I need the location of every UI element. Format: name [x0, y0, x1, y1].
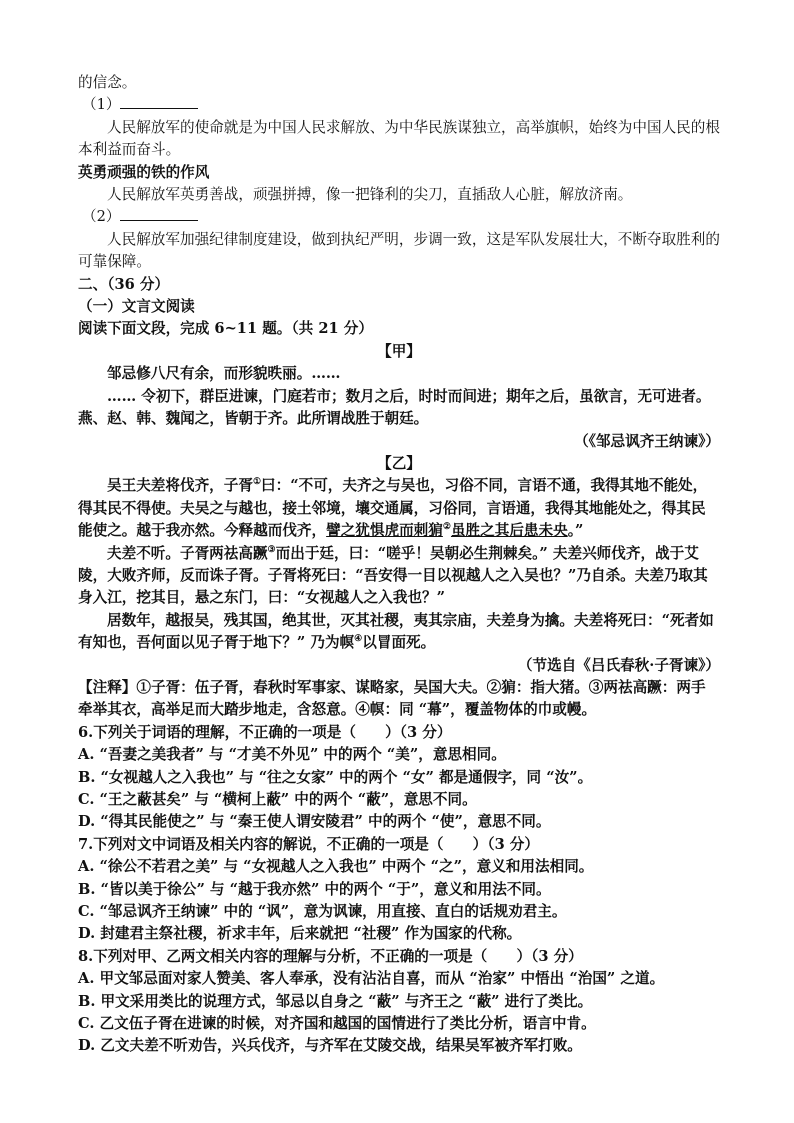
option-a[interactable]: A. “徐公不若君之美” 与 “女视越人之入我也” 中两个 “之”，意义和用法相同。	[78, 858, 594, 876]
passage-yi-paragraph-1	[78, 475, 720, 542]
option-b[interactable]: B. “女视越人之入我也” 与 “往之女家” 中的两个 “女” 都是通假字，同 “汝”。	[78, 768, 593, 786]
blank-item-1	[78, 94, 720, 116]
paragraph: 人民解放军英勇善战，顽强拼搏，像一把锋利的尖刀，直插敌人心脏，解放济南。	[107, 186, 633, 204]
passage-jia-line: 邹忌修八尺有余，而形貌昳丽。……	[107, 365, 341, 383]
text-span: 居数年，越报吴，残其国，绝其世，灭其社稷，夷其宗庙，夫差身为擒。夫差将死曰：“死者如有知也，吾何面以见子胥于地下？” 乃为幎	[78, 611, 714, 652]
item-number: （1）	[82, 96, 121, 114]
text-span: 夫差不听。子胥两祛高蹶	[107, 544, 268, 562]
underlined-sentence: 譬之犹惧虎而刺猏	[326, 522, 443, 540]
passage-yi-paragraph-2	[78, 543, 720, 610]
passage-yi-paragraph-3	[78, 610, 720, 655]
notes-label: 【注释】	[78, 678, 137, 696]
fill-blank[interactable]	[120, 94, 198, 109]
notes-text: ①子胥：伍子胥，春秋时军事家、谋略家，吴国大夫。②猏：指大猪。③两祛高蹶：两手牵举其衣，高举足而大踏步地走，含怒意。④幎：同 “幕”，覆盖物体的巾或幔。	[78, 678, 706, 719]
passage-label-jia: 【甲】	[377, 342, 421, 360]
fill-blank[interactable]	[120, 206, 198, 221]
option-d[interactable]: D. 乙文夫差不听劝告，兴兵伐齐，与齐军在艾陵交战，结果吴军被齐军打败。	[78, 1037, 582, 1055]
option-c[interactable]: C. “邹忌讽齐王纳谏” 中的 “讽”，意为讽谏，用直接、直白的话规劝君主。	[78, 903, 567, 921]
text-span: 。”	[567, 522, 584, 540]
paragraph: 人民解放军的使命就是为中国人民求解放、为中华民族谋独立，高举旗帜，始终为中国人民的根本利益而奋斗。	[78, 118, 720, 159]
underlined-sentence: 虽胜之其后患未央	[450, 522, 568, 540]
text-span: 吴王夫差将伐齐，子胥	[107, 477, 253, 495]
source-citation: （《邹忌讽齐王纳谏》）	[574, 432, 720, 450]
option-d[interactable]: D. “得其民能使之” 与 “秦王使人谓安陵君” 中的两个 “使”，意思不同。	[78, 813, 551, 831]
footnote-mark: ①	[252, 477, 262, 488]
subsection-heading: （一）文言文阅读	[78, 298, 195, 316]
text-span: 而出于廷，曰：“嗟乎！吴朝必生荆棘矣。” 夫差兴师伐齐，战于艾陵，大败齐师，反而诛子胥。子胥将死曰：“吾安得一目以视越人之入吴也？”乃自杀。夫差乃取其身入江，挖其目，悬之东门，曰：“女视越人之入我也？”	[78, 544, 708, 607]
footnote-mark: ②	[442, 522, 451, 533]
question-6: 6.下列关于词语的理解，不正确的一项是（ ）（3 分）	[78, 723, 452, 741]
option-d[interactable]: D. 封建君主祭社稷，祈求丰年，后来就把 “社稷” 作为国家的代称。	[78, 925, 522, 943]
part-heading: 二、（36 分）	[78, 275, 170, 293]
option-b[interactable]: B. “皆以美于徐公” 与 “越于我亦然” 中的两个 “于”，意义和用法不同。	[78, 880, 551, 898]
paragraph: 人民解放军加强纪律制度建设，做到执纪严明，步调一致，这是军队发展壮大，不断夺取胜利的可靠保障。	[78, 230, 720, 271]
footnote-mark: ④	[354, 634, 363, 645]
passage-jia-line: …… 令初下，群臣进谏，门庭若市；数月之后，时时而间进；期年之后，虽欲言，无可进者。燕、赵、韩、魏闻之，皆朝于齐。此所谓战胜于朝廷。	[78, 387, 711, 428]
blank-item-2	[78, 206, 720, 228]
source-citation: （节选自《吕氏春秋·子胥谏》）	[517, 656, 720, 674]
section-heading: 英勇顽强的铁的作风	[78, 163, 210, 181]
text-line: 的信念。	[78, 74, 137, 91]
question-7: 7.下列对文中词语及相关内容的解说，不正确的一项是（ ）（3 分）	[78, 835, 539, 853]
option-c[interactable]: C. 乙文伍子胥在进谏的时候，对齐国和越国的国情进行了类比分析，语言中肯。	[78, 1015, 596, 1033]
item-number: （2）	[82, 208, 121, 226]
exam-page	[78, 72, 720, 1058]
passage-label-yi: 【乙】	[377, 454, 421, 472]
option-b[interactable]: B. 甲文采用类比的说理方式，邹忌以自身之 “蔽” 与齐王之 “蔽” 进行了类比。	[78, 992, 593, 1010]
annotation-notes	[78, 677, 720, 722]
text-span: 曰：“不可，夫齐之与吴也，习俗不同，言语不通，我得其地不能处，得其民不得使。夫吴之与越也，接土邻境，壤交通属，习俗同，言语通，我得其地能处之，得其民能使之。越于我亦然。今释越而伐齐，	[78, 477, 708, 540]
text-span: 以冒面死。	[362, 634, 436, 652]
question-8: 8.下列对甲、乙两文相关内容的理解与分析，不正确的一项是（ ）（3 分）	[78, 947, 583, 965]
option-c[interactable]: C. “王之蔽甚矣” 与 “横柯上蔽” 中的两个 “蔽”，意思不同。	[78, 791, 477, 808]
footnote-mark: ③	[267, 544, 276, 555]
option-a[interactable]: A. “吾妻之美我者” 与 “才美不外见” 中的两个 “美”，意思相同。	[78, 746, 506, 764]
instructions: 阅读下面文段，完成 6~11 题。（共 21 分）	[78, 320, 373, 338]
option-a[interactable]: A. 甲文邹忌面对家人赞美、客人奉承，没有沾沾自喜，而从 “治家” 中悟出 “治国” 之道。	[78, 970, 665, 988]
